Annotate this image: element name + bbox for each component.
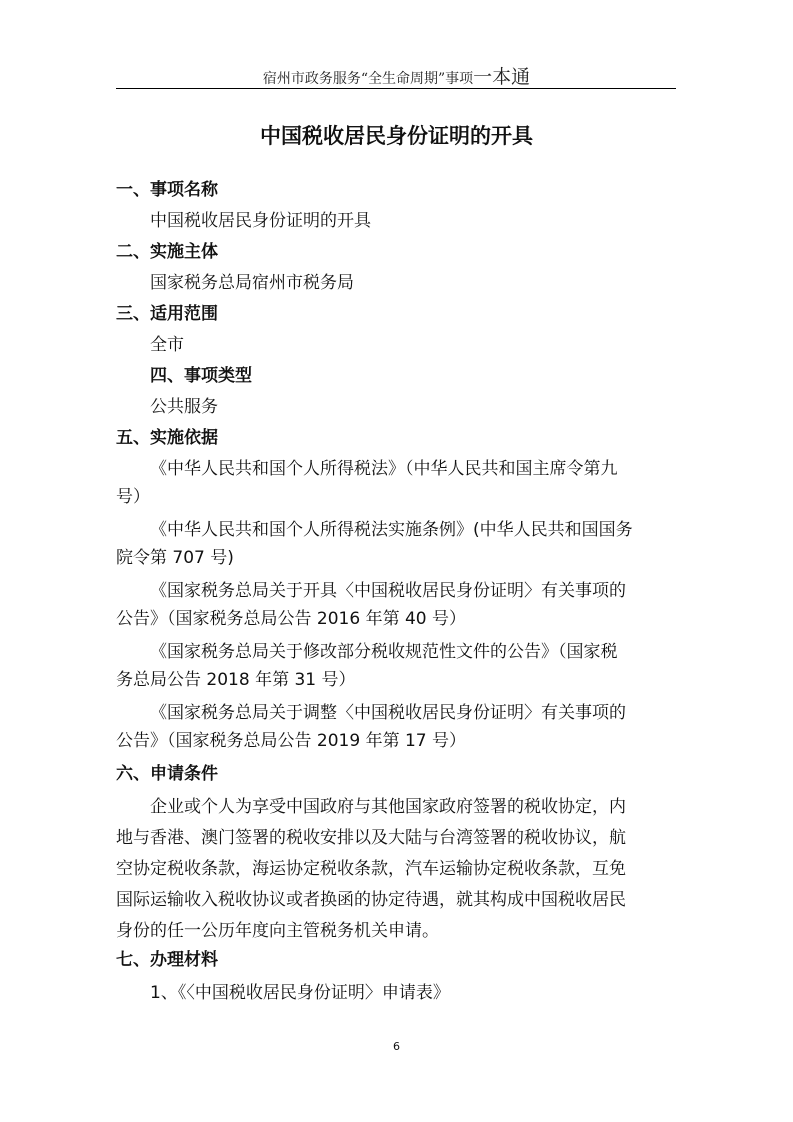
basis-line: 号） xyxy=(116,487,150,507)
page-number: 6 xyxy=(393,1040,400,1053)
basis-line: 公告》（国家税务总局公告 2016 年第 40 号） xyxy=(116,609,467,629)
section-body-type: 公共服务 xyxy=(150,397,218,417)
basis-line: 《国家税务总局关于调整〈中国税收居民身份证明〉有关事项的 xyxy=(150,703,626,723)
section-body-authority: 国家税务总局宿州市税务局 xyxy=(150,273,354,293)
section-heading-conditions: 六、申请条件 xyxy=(116,764,218,784)
basis-line: 《国家税务总局关于修改部分税收规范性文件的公告》（国家税 xyxy=(150,642,618,662)
conditions-line: 身份的任一公历年度向主管税务机关申请。 xyxy=(116,921,439,941)
conditions-line: 企业或个人为享受中国政府与其他国家政府签署的税收协定，内 xyxy=(150,797,626,817)
basis-line: 《中华人民共和国个人所得税法》（中华人民共和国主席令第九 xyxy=(150,459,618,479)
basis-line: 《中华人民共和国个人所得税法实施条例》(中华人民共和国国务 xyxy=(150,520,633,540)
basis-line: 务总局公告 2018 年第 31 号） xyxy=(116,670,356,690)
basis-line: 《国家税务总局关于开具〈中国税收居民身份证明〉有关事项的 xyxy=(150,581,626,601)
header-divider xyxy=(116,88,676,89)
conditions-line: 空协定税收条款，海运协定税收条款，汽车运输协定税收条款，互免 xyxy=(116,859,626,879)
basis-line: 公告》（国家税务总局公告 2019 年第 17 号） xyxy=(116,731,467,751)
section-body-item-name: 中国税收居民身份证明的开具 xyxy=(150,211,371,231)
header-text: 宿州市政务服务“全生命周期”事项 xyxy=(262,71,474,87)
basis-line: 院令第 707 号) xyxy=(116,548,234,568)
section-heading-type: 四、事项类型 xyxy=(150,366,252,386)
section-heading-basis: 五、实施依据 xyxy=(116,428,218,448)
document-title: 中国税收居民身份证明的开具 xyxy=(260,124,533,148)
conditions-line: 国际运输收入税收协议或者换函的协定待遇，就其构成中国税收居民 xyxy=(116,890,626,910)
conditions-line: 地与香港、澳门签署的税收安排以及大陆与台湾签署的税收协议，航 xyxy=(116,828,626,848)
header-text-large: 一本通 xyxy=(473,66,531,88)
section-body-scope: 全市 xyxy=(150,335,184,355)
section-heading-item-name: 一、事项名称 xyxy=(116,180,218,200)
section-heading-materials: 七、办理材料 xyxy=(116,950,218,970)
section-heading-scope: 三、适用范围 xyxy=(116,304,218,324)
running-header xyxy=(0,62,793,89)
materials-line: 1、《〈中国税收居民身份证明〉申请表》 xyxy=(150,983,450,1003)
section-heading-authority: 二、实施主体 xyxy=(116,242,218,262)
